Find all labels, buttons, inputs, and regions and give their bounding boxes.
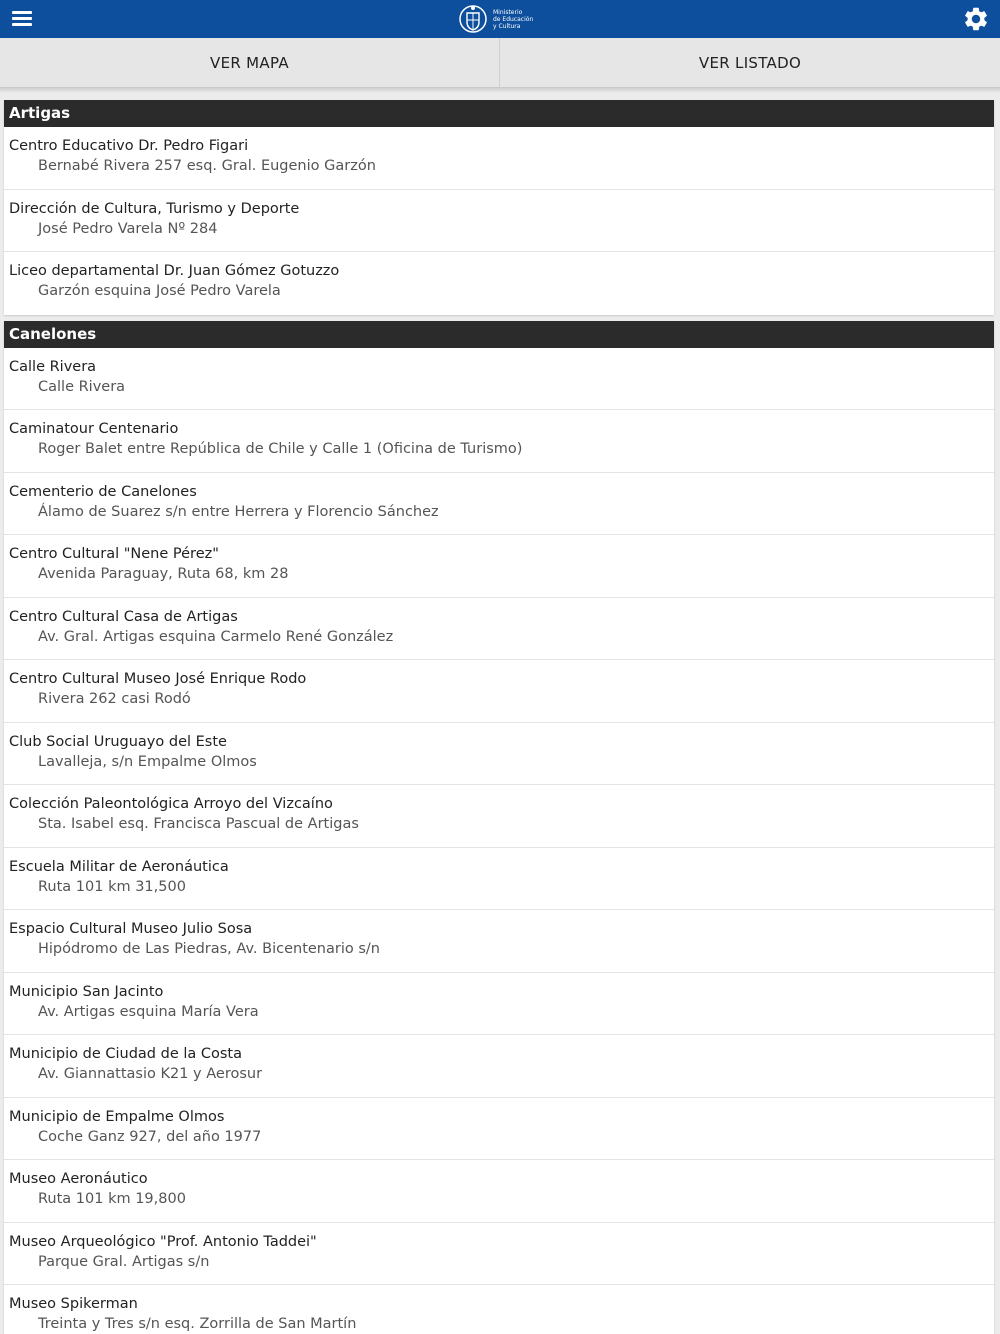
venue-name: Museo Aeronáutico [9,1171,148,1187]
venue-address: Bernabé Rivera 257 esq. Gral. Eugenio Garzón [38,158,376,174]
venue-address: Av. Gral. Artigas esquina Carmelo René González [38,628,394,645]
venue-address: José Pedro Varela Nº 284 [38,220,218,237]
venue-name: Colección Paleontológica Arroyo del Vizcaíno [9,796,333,812]
venue-name: Centro Cultural "Nene Pérez" [9,546,219,562]
logo-line: de Educación [493,15,534,23]
logo-line: Ministerio [493,8,523,16]
venue-address: Treinta y Tres s/n esq. Zorrilla de San Martín [38,1316,357,1332]
venue-name: Espacio Cultural Museo Julio Sosa [9,921,253,937]
venue-address: Rivera 262 casi Rodó [38,691,191,707]
section-artigas [4,100,994,315]
list-item[interactable] [4,598,994,661]
venue-name: Escuela Militar de Aeronáutica [9,858,229,875]
venue-address: Lavalleja, s/n Empalme Olmos [38,753,257,770]
venue-name: Centro Cultural Museo José Enrique Rodo [9,671,307,687]
venue-name: Dirección de Cultura, Turismo y Deporte [9,200,300,217]
venue-address: Av. Artigas esquina María Vera [38,1003,259,1020]
venue-name: Municipio San Jacinto [9,983,164,1000]
venue-address: Coche Ganz 927, del año 1977 [38,1128,262,1145]
settings-gear-icon[interactable] [962,5,990,33]
venue-address: Ruta 101 km 19,800 [38,1191,186,1207]
list-item[interactable] [4,535,994,598]
coat-of-arms-icon [456,2,490,36]
list-item[interactable] [4,1223,994,1286]
tabs-shadow [0,88,1000,93]
venue-name: Club Social Uruguayo del Este [9,733,227,750]
list-item[interactable] [4,348,994,411]
venue-name: Museo Arqueológico "Prof. Antonio Taddei" [9,1233,317,1250]
section-canelones [4,321,994,1334]
logo-line: y Cultura [493,22,521,30]
list-item[interactable] [4,973,994,1036]
venue-list [4,100,994,1334]
venue-address: Álamo de Suarez s/n entre Herrera y Florencio Sánchez [38,503,439,520]
tab-ver-listado[interactable]: VER LISTADO [698,54,802,72]
venue-name: Municipio de Ciudad de la Costa [9,1046,242,1062]
list-item[interactable] [4,848,994,911]
venue-address: Av. Giannattasio K21 y Aerosur [38,1066,263,1082]
list-item[interactable] [4,252,994,315]
venue-address: Sta. Isabel esq. Francisca Pascual de Artigas [38,816,359,832]
app-bar [0,0,1000,38]
view-tabs [0,38,1000,88]
section-header: Artigas [4,100,994,127]
list-item[interactable] [4,127,994,190]
list-item[interactable] [4,910,994,973]
venue-address: Roger Balet entre República de Chile y Calle 1 (Oficina de Turismo) [38,441,523,457]
list-item[interactable] [4,1098,994,1161]
venue-name: Caminatour Centenario [9,421,179,437]
venue-name: Cementerio de Canelones [9,483,197,500]
venue-name: Liceo departamental Dr. Juan Gómez Gotuzzo [9,263,340,279]
venue-name: Centro Educativo Dr. Pedro Figari [9,138,249,154]
venue-address: Parque Gral. Artigas s/n [38,1253,210,1270]
hamburger-menu-icon[interactable] [10,8,34,30]
venue-name: Centro Cultural Casa de Artigas [9,608,238,625]
list-item[interactable] [4,1160,994,1223]
tab-ver-mapa[interactable]: VER MAPA [0,38,500,88]
venue-address: Calle Rivera [38,378,126,395]
ministry-logo [456,2,553,36]
list-item[interactable] [4,1285,994,1334]
list-item[interactable] [4,785,994,848]
list-item[interactable] [4,660,994,723]
list-item[interactable] [4,190,994,253]
section-header: Canelones [4,321,994,348]
venue-address: Garzón esquina José Pedro Varela [38,283,281,299]
list-item[interactable] [4,1035,994,1098]
list-item[interactable] [4,473,994,536]
venue-address: Avenida Paraguay, Ruta 68, km 28 [38,566,289,582]
list-item[interactable] [4,410,994,473]
venue-address: Ruta 101 km 31,500 [38,878,186,895]
venue-name: Calle Rivera [9,358,97,375]
venue-name: Museo Spikerman [9,1296,138,1312]
venue-address: Hipódromo de Las Piedras, Av. Bicentenario s/n [38,941,380,957]
venue-name: Municipio de Empalme Olmos [9,1108,225,1125]
list-item[interactable] [4,723,994,786]
